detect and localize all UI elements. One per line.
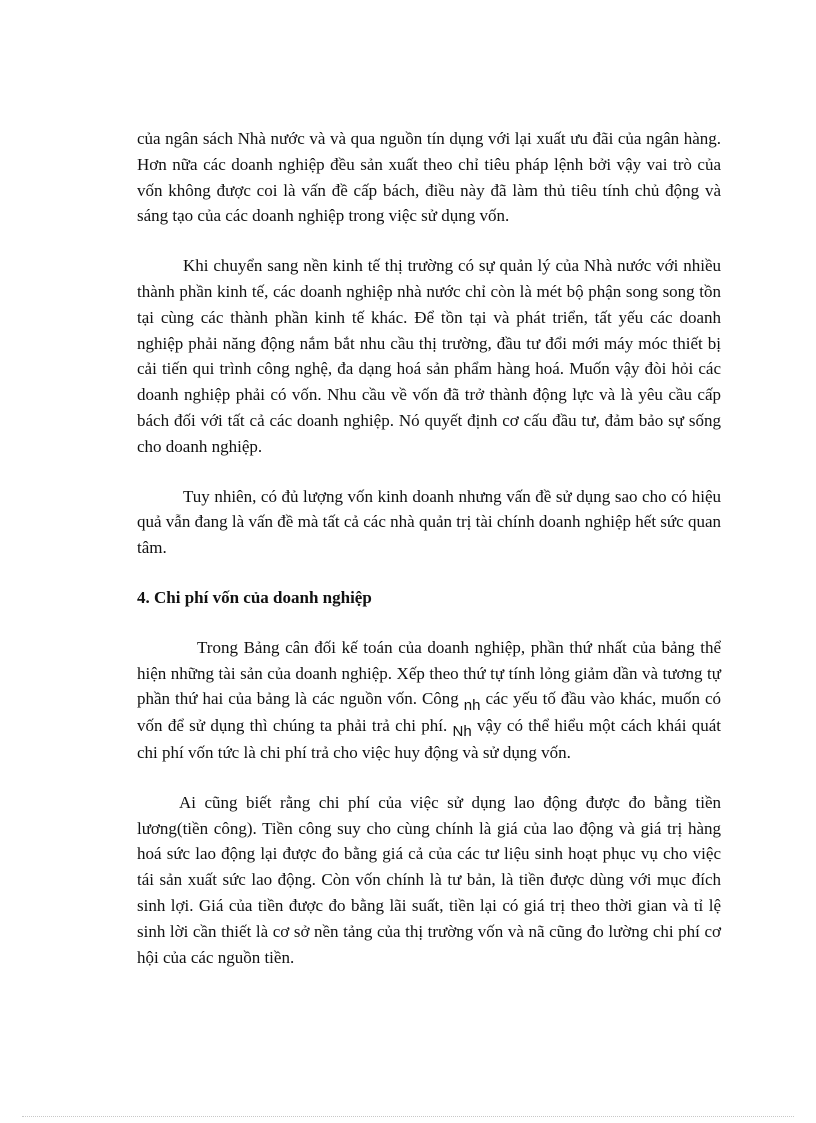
paragraph-4-part-3: vậy có thể hiểu một cách khái quát chi phí vốn tức là chi phí trả cho việc huy động và sử dụng vốn. <box>137 716 722 762</box>
stray-text-nh: nh <box>463 697 481 715</box>
paragraph-4-part-1: Trong Bảng cân đối kế toán của doanh nghiệp, phần thứ nhất của bảng thể hiện những tài sản của doanh nghiệp. Xếp theo thứ tự tính lỏng giảm dần và tương tự phần thứ hai của bảng là các nguồn vốn. Công <box>137 637 721 709</box>
paragraph-3: Tuy nhiên, có đủ lượng vốn kinh doanh nhưng vấn đề sử dụng sao cho có hiệu quả vẫn đang là vấn đề mà tất cả các nhà quản trị tài chính doanh nghiệp hết sức quan tâm. <box>137 486 721 558</box>
page-bottom-divider <box>22 1116 794 1117</box>
paragraph-4 <box>137 635 721 766</box>
paragraph-5: Ai cũng biết rằng chi phí của việc sử dụng lao động được đo bằng tiền lương(tiền công). Tiền công suy cho cùng chính là giá của lao động và giá trị hàng hoá sức lao động lại được đo bằng giá cả của các tư liệu sinh hoạt phục vụ cho việc tái sản xuất sức lao động. Còn vốn chính là tư bản, là tiền được dùng với mục đích sinh lợi. Giá của tiền được đo bằng lãi suất, tiền lại có giá trị theo thời gian và tỉ lệ sinh lời cần thiết là cơ sở nền tảng của thị trường vốn và nã cũng đo lường chi phí cơ hội của các nguồn tiền. <box>137 792 721 967</box>
paragraph-2: Khi chuyển sang nền kinh tế thị trường có sự quản lý của Nhà nước với nhiều thành phần kinh tế, các doanh nghiệp nhà nước chỉ còn là mét bộ phận song song tồn tại cùng các thành phần kinh tế khác. Để tồn tại và phát triển, tất yếu các doanh nghiệp phải năng động nắm bắt nhu cầu thị trường, đầu tư đổi mới máy móc thiết bị cải tiến qui trình công nghệ, đa dạng hoá sản phẩm hàng hoá. Muốn vậy đòi hỏi các doanh nghiệp phải có vốn. Nhu cầu về vốn đã trở thành động lực và là yêu cầu cấp bách đối với tất cả các doanh nghiệp. Nó quyết định cơ cấu đầu tư, đảm bảo sự sống cho doanh nghiệp. <box>137 256 721 456</box>
paragraph-1: của ngân sách Nhà nước và và qua nguồn tín dụng với lại xuất ưu đãi của ngân hàng. Hơn nữa các doanh nghiệp đều sản xuất theo chỉ tiêu pháp lệnh bởi vậy vai trò của vốn không được coi là vấn đề cấp bách, điều này đã làm thủ tiêu tính chủ động và sáng tạo của các doanh nghiệp trong việc sử dụng vốn. <box>137 129 721 226</box>
stray-text-nh-capital: Nh <box>452 723 472 741</box>
section-heading: 4. Chi phí vốn của doanh nghiệp <box>137 587 372 607</box>
paragraph-4-part-2: các yếu tố đầu vào khác, muốn có vốn để sử dụng thì chúng ta phải trả chi phí. <box>137 689 721 736</box>
document-body <box>137 126 721 994</box>
